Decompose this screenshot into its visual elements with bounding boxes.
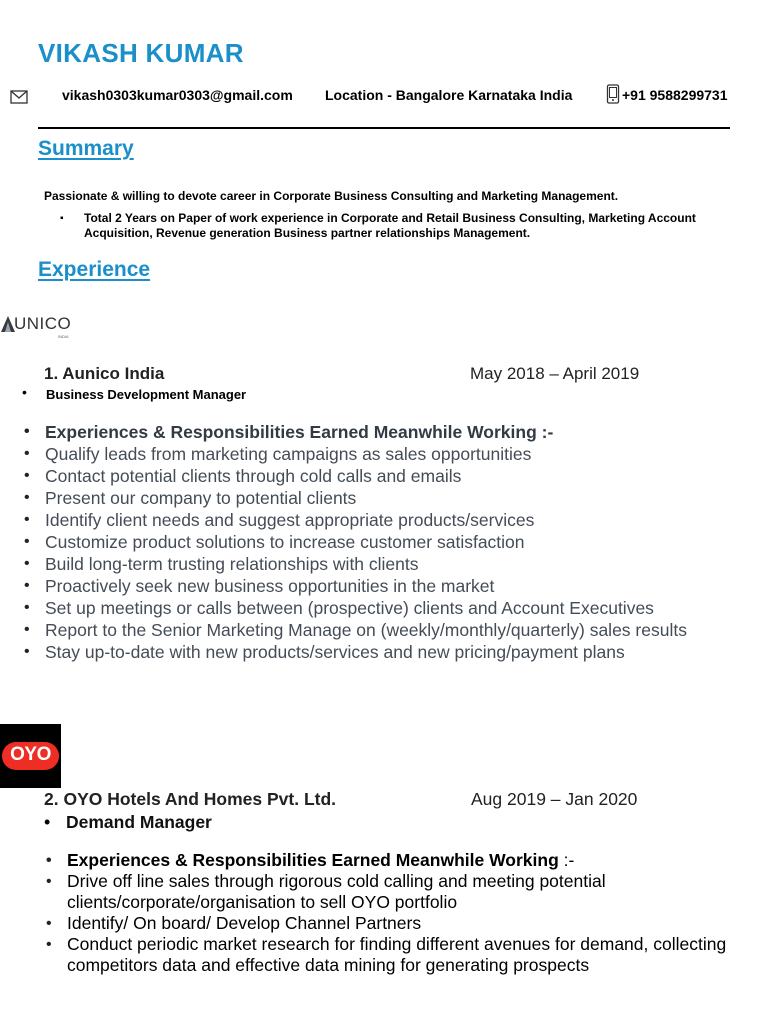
location-text: Location - Bangalore Karnataka India bbox=[325, 87, 573, 103]
list-item: • Proactively seek new business opportunities in the market bbox=[22, 575, 762, 597]
summary-intro: Passionate & willing to devote career in Corporate Business Consulting and Marketing Management. bbox=[44, 189, 619, 203]
oyo-logo bbox=[0, 724, 61, 788]
list-item: • Qualify leads from marketing campaigns as sales opportunities bbox=[22, 443, 762, 465]
list-item: • Drive off line sales through rigorous cold calling and meeting potential clients/corporate/organisation to sell OYO portfolio bbox=[44, 871, 744, 913]
list-item: • Build long-term trusting relationships with clients bbox=[22, 553, 762, 575]
job1-dates: May 2018 – April 2019 bbox=[470, 364, 640, 383]
job1-responsibilities bbox=[22, 421, 762, 663]
list-item: • Contact potential clients through cold calls and emails bbox=[22, 465, 762, 487]
aunico-logo-mark bbox=[1, 316, 15, 332]
job2-resp-heading-text: Experiences & Responsibilities Earned Meanwhile Working bbox=[67, 850, 559, 870]
summary-bullet: Total 2 Years on Paper of work experience in Corporate and Retail Business Consulting, Marketing Account Acquisition, Revenue generation Business partner relationships Management. bbox=[84, 211, 696, 240]
job2-company: 2. OYO Hotels And Homes Pvt. Ltd. bbox=[44, 789, 337, 809]
list-item: • Set up meetings or calls between (prospective) clients and Account Executives bbox=[22, 597, 762, 619]
aunico-logo-subtext: INDIA bbox=[58, 334, 69, 339]
email-address[interactable]: vikash0303kumar0303@gmail.com bbox=[62, 87, 293, 103]
oyo-logo-text: OYO bbox=[10, 744, 51, 765]
job1-role: Business Development Manager bbox=[46, 387, 247, 402]
aunico-logo bbox=[0, 314, 80, 340]
summary-heading: Summary bbox=[38, 137, 134, 160]
aunico-logo-text: UNICO bbox=[14, 314, 72, 333]
job1-role-bullet: • bbox=[22, 384, 27, 400]
list-item: • Present our company to potential clients bbox=[22, 487, 762, 509]
job2-resp-heading bbox=[44, 850, 744, 871]
job2-role-bullet: • bbox=[44, 812, 51, 832]
header-divider bbox=[38, 127, 730, 129]
list-item: • Conduct periodic market research for finding different avenues for demand, collecting competitors data and effective data mining for generating prospects bbox=[44, 934, 744, 976]
list-item: • Report to the Senior Marketing Manage on (weekly/monthly/quarterly) sales results bbox=[22, 619, 762, 641]
mobile-phone-icon bbox=[606, 84, 620, 104]
job2-resp-heading-suffix: :- bbox=[558, 850, 575, 870]
phone-number[interactable]: +91 9588299731 bbox=[622, 87, 728, 103]
candidate-name: VIKASH KUMAR bbox=[38, 38, 244, 68]
envelope-icon bbox=[10, 90, 28, 104]
job1-company: 1. Aunico India bbox=[44, 364, 165, 383]
job2-role: Demand Manager bbox=[66, 812, 212, 832]
list-item: • Customize product solutions to increase customer satisfaction bbox=[22, 531, 762, 553]
summary-bullet-marker: ▪ bbox=[60, 213, 64, 224]
job1-resp-heading: • Experiences & Responsibilities Earned Meanwhile Working :- bbox=[22, 421, 762, 443]
list-item: • Stay up-to-date with new products/services and new pricing/payment plans bbox=[22, 641, 762, 663]
list-item: • Identify client needs and suggest appropriate products/services bbox=[22, 509, 762, 531]
job2-dates: Aug 2019 – Jan 2020 bbox=[471, 789, 638, 809]
job2-responsibilities bbox=[44, 850, 744, 976]
list-item: • Identify/ On board/ Develop Channel Partners bbox=[44, 913, 744, 934]
experience-heading: Experience bbox=[38, 258, 151, 281]
